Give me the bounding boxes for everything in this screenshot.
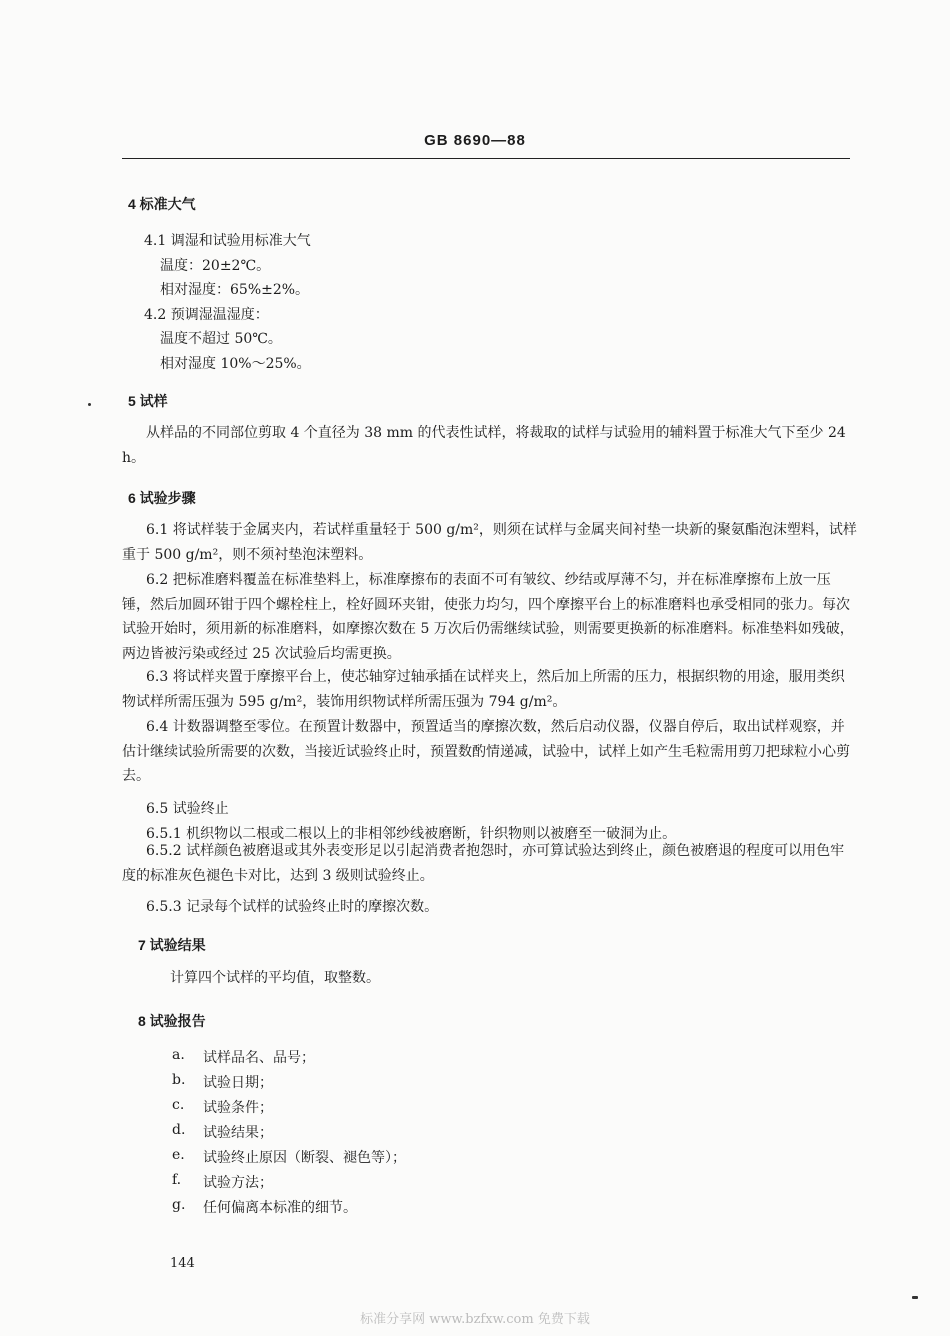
preconditioning-temperature-line: 温度不超过 50℃。	[160, 331, 282, 347]
report-item-c: 试验条件；	[203, 1100, 273, 1116]
report-item-g-marker: g.	[172, 1197, 186, 1213]
temperature-line: 温度：20±2℃。	[160, 258, 271, 274]
header-rule	[122, 158, 850, 159]
document-code-header: GB 8690—88	[424, 132, 526, 149]
report-item-f: 试验方法；	[203, 1175, 273, 1191]
watermark: 标准分享网 www.bzfxw.com 免费下载	[360, 1312, 590, 1327]
scan-speck	[88, 403, 91, 406]
clause-4-1-heading: 4.1 调湿和试验用标准大气	[144, 233, 311, 249]
report-item-b-marker: b.	[172, 1072, 186, 1088]
report-item-e-marker: e.	[172, 1147, 185, 1163]
report-item-f-marker: f.	[172, 1172, 182, 1188]
report-item-g: 任何偏离本标准的细节。	[203, 1200, 357, 1216]
report-item-e: 试验终止原因（断裂、褪色等）；	[203, 1150, 406, 1166]
clause-4-2-heading: 4.2 预调湿温湿度：	[144, 307, 269, 323]
section-8-heading: 8 试验报告	[138, 1013, 206, 1029]
report-item-d-marker: d.	[172, 1122, 186, 1138]
clause-6-5-1: 6.5.1 机织物以二根或二根以上的非相邻纱线被磨断，针织物则以被磨至一破洞为止。	[146, 826, 677, 842]
section-7-text: 计算四个试样的平均值，取整数。	[170, 970, 380, 986]
clause-6-3: 6.3 将试样夹置于摩擦平台上，使芯轴穿过轴承插在试样夹上，然后加上所需的压力，根据织物的用途，服用类织物试样所需压强为 595 g/m²，装饰用织物试样所需压强为 794 g/m²。	[122, 669, 845, 710]
section-4-heading: 4 标准大气	[128, 196, 196, 212]
report-item-d: 试验结果；	[203, 1125, 273, 1141]
section-6-heading: 6 试验步骤	[128, 490, 196, 506]
report-item-c-marker: c.	[172, 1097, 185, 1113]
clause-6-5-heading: 6.5 试验终止	[146, 801, 229, 817]
preconditioning-humidity-line: 相对湿度 10%～25%。	[160, 356, 311, 372]
clause-6-1: 6.1 将试样装于金属夹内，若试样重量轻于 500 g/m²，则须在试样与金属夹间衬垫一块新的聚氨酯泡沫塑料，试样重于 500 g/m²，则不须衬垫泡沫塑料。	[122, 522, 857, 563]
section-5-text: 从样品的不同部位剪取 4 个直径为 38 mm 的代表性试样，将裁取的试样与试验用的辅料置于标准大气下至少 24 h。	[122, 425, 846, 466]
clause-6-4: 6.4 计数器调整至零位。在预置计数器中，预置适当的摩擦次数，然后启动仪器，仪器自停后，取出试样观察，并估计继续试验所需要的次数，当接近试验终止时，预置数酌情递减，试验中，试样上如产生毛粒需用剪刀把球粒小心剪去。	[122, 719, 850, 784]
scan-speck	[912, 1296, 918, 1299]
clause-6-5-2: 6.5.2 试样颜色被磨退或其外表变形足以引起消费者抱怨时，亦可算试验达到终止，颜色被磨退的程度可以用色牢度的标准灰色褪色卡对比，达到 3 级则试验终止。	[122, 843, 845, 884]
section-7-heading: 7 试验结果	[138, 937, 206, 953]
section-5-heading: 5 试样	[128, 393, 168, 409]
report-item-a: 试样品名、品号；	[203, 1050, 315, 1066]
report-item-b: 试验日期；	[203, 1075, 273, 1091]
report-item-a-marker: a.	[172, 1047, 185, 1063]
page-number: 144	[170, 1256, 195, 1271]
clause-6-5-3: 6.5.3 记录每个试样的试验终止时的摩擦次数。	[146, 899, 439, 915]
clause-6-2: 6.2 把标准磨料覆盖在标准垫料上，标准摩擦布的表面不可有皱纹、纱结或厚薄不匀，并在标准摩擦布上放一压锤，然后加圆环钳于四个螺栓柱上，栓好圆环夹钳，使张力均匀，四个摩擦平台上的标准磨料也承受相同的张力。每次试验开始时，须用新的标准磨料，如摩擦次数在 5 万次后仍需继续试验，则需要更换新的标准磨料。标准垫料如残破，两边皆被污染或经过 25 次试验后均需更换。	[122, 572, 854, 662]
humidity-line: 相对湿度：65%±2%。	[160, 282, 310, 298]
